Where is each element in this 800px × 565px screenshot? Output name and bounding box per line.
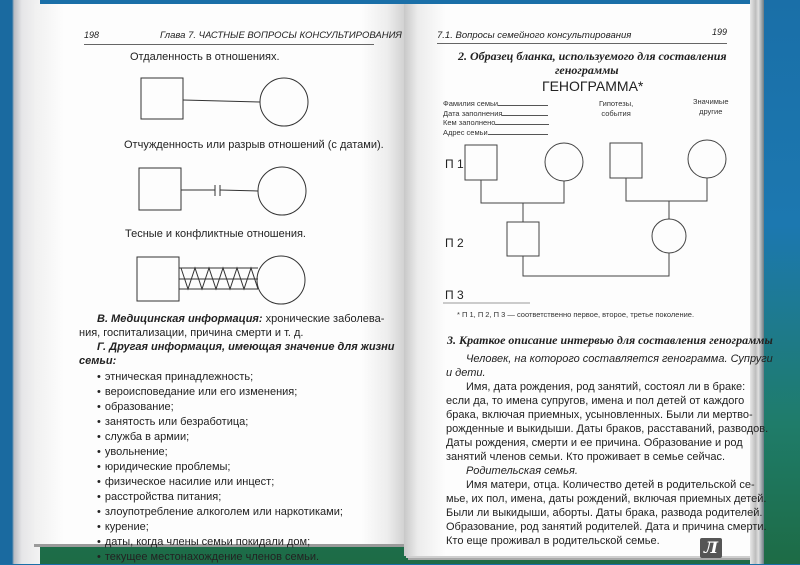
genogram-footnote: * П 1, П 2, П 3 — соответственно первое, второе, третье поколение. [457, 310, 695, 319]
labirint-logo-icon: Л [700, 538, 722, 558]
para3-line: Имя матери, отца. Количество детей в родительской се- [466, 479, 755, 491]
para3-line: Образование, род занятий родителей. Дата и причина смерти. [446, 521, 767, 533]
other-info-heading-cont: семьи: [79, 355, 117, 367]
page-number-left: 198 [84, 30, 100, 40]
gen1-female-maternal [688, 140, 726, 178]
generation-label-2: П 2 [445, 236, 464, 250]
para3-line: Кто еще проживал в родительской семье. [446, 535, 660, 547]
medical-text-cont: ния, госпитализации, причина смерти и т. д. [79, 327, 304, 339]
gen2-female [652, 219, 686, 253]
para1-line1: Человек, на которого составляется генограмма. Супруги [466, 353, 773, 365]
para2-line: брака, включая приемных, усыновленных. Были ли мертво- [446, 409, 753, 421]
list-item: • даты, когда члены семьи покидали дом; [97, 535, 343, 550]
section3-title: 3. Краткое описание интервью для составления генограммы [447, 333, 773, 347]
page-number-right: 199 [712, 27, 728, 37]
list-item: • увольнение; [97, 445, 343, 460]
generation-label-1: П 1 [445, 157, 464, 171]
caption-cutoff: Отчужденность или разрыв отношений (с датами). [124, 139, 384, 151]
gen1-maternal-marriage-line [626, 178, 707, 201]
para2-line: рожденные и выкидыши. Даты браков, расставаний, разводов. [446, 423, 769, 435]
form-field-filled-by: Кем заполнено [443, 118, 549, 128]
column-hypotheses-label: Гипотезы, [599, 99, 634, 108]
gen1-male-paternal [465, 145, 497, 180]
form-field-address: Адрес семьи [443, 128, 549, 138]
list-item: • образование; [97, 400, 343, 415]
list-item: • физическое насилие или инцест; [97, 475, 343, 490]
running-head-right: 7.1. Вопросы семейного консультирования [437, 30, 632, 41]
generation-label-3: П 3 [445, 288, 464, 302]
caption-distance: Отдаленность в отношениях. [130, 51, 280, 63]
form-field-date: Дата заполнения [443, 109, 549, 119]
list-item: • вероисповедание или его изменения; [97, 385, 343, 400]
running-head-left: Глава 7. ЧАСТНЫЕ ВОПРОСЫ КОНСУЛЬТИРОВАНИЯ [160, 30, 402, 41]
list-item: • этническая принадлежность; [97, 370, 343, 385]
section2-title-cont: генограммы [555, 63, 619, 77]
para3-line: мье, их пол, имена, даты рождений, включая приемных детей. [446, 493, 767, 505]
genogram-title: ГЕНОГРАММА* [542, 78, 644, 94]
para2-line: Имя, дата рождения, род занятий, состоял ли в браке: [466, 381, 746, 393]
gen1-male-maternal [610, 143, 642, 178]
gen1-female-paternal [545, 143, 583, 181]
list-item: • курение; [97, 520, 343, 535]
para2-line: Даты рождения, смерти и ее причина. Образование и род [446, 437, 743, 449]
gen2-male [507, 222, 539, 256]
column-hypotheses-label-2: события [601, 108, 631, 118]
gen2-marriage-line [523, 253, 669, 276]
other-info-heading: Г. Другая информация, имеющая значение для жизни [97, 341, 395, 353]
para2-line: если да, то имена супругов, имена и пол детей от каждого [446, 395, 745, 407]
caption-conflict: Тесные и конфликтные отношения. [125, 228, 306, 240]
para2-line: занятий членов семьи. Кто проживает в семье сейчас. [446, 451, 726, 463]
para1-line2: и дети. [446, 367, 486, 379]
para3-line: Были ли выкидыши, аборты. Даты брака, развода родителей. [446, 507, 763, 519]
column-significant-label: Значимые [693, 97, 729, 106]
medical-text: хронические заболева- [262, 313, 385, 325]
list-item: • текущее местонахождение членов семьи. [97, 550, 343, 565]
section2-title: 2. Образец бланка, используемого для составления [458, 49, 727, 63]
medical-heading: В. Медицинская информация: [97, 313, 263, 325]
list-item: • служба в армии; [97, 430, 343, 445]
column-significant-label-2: другие [699, 106, 723, 116]
list-item: • занятость или безработица; [97, 415, 343, 430]
form-field-family-name: Фамилия семьи [443, 99, 549, 109]
list-item: • юридические проблемы; [97, 460, 343, 475]
parental-family-heading: Родительская семья. [466, 465, 578, 477]
list-item: • расстройства питания; [97, 490, 343, 505]
list-item: • злоупотребление алкоголем или наркотиками; [97, 505, 343, 520]
gen1-paternal-marriage-line [481, 180, 564, 203]
